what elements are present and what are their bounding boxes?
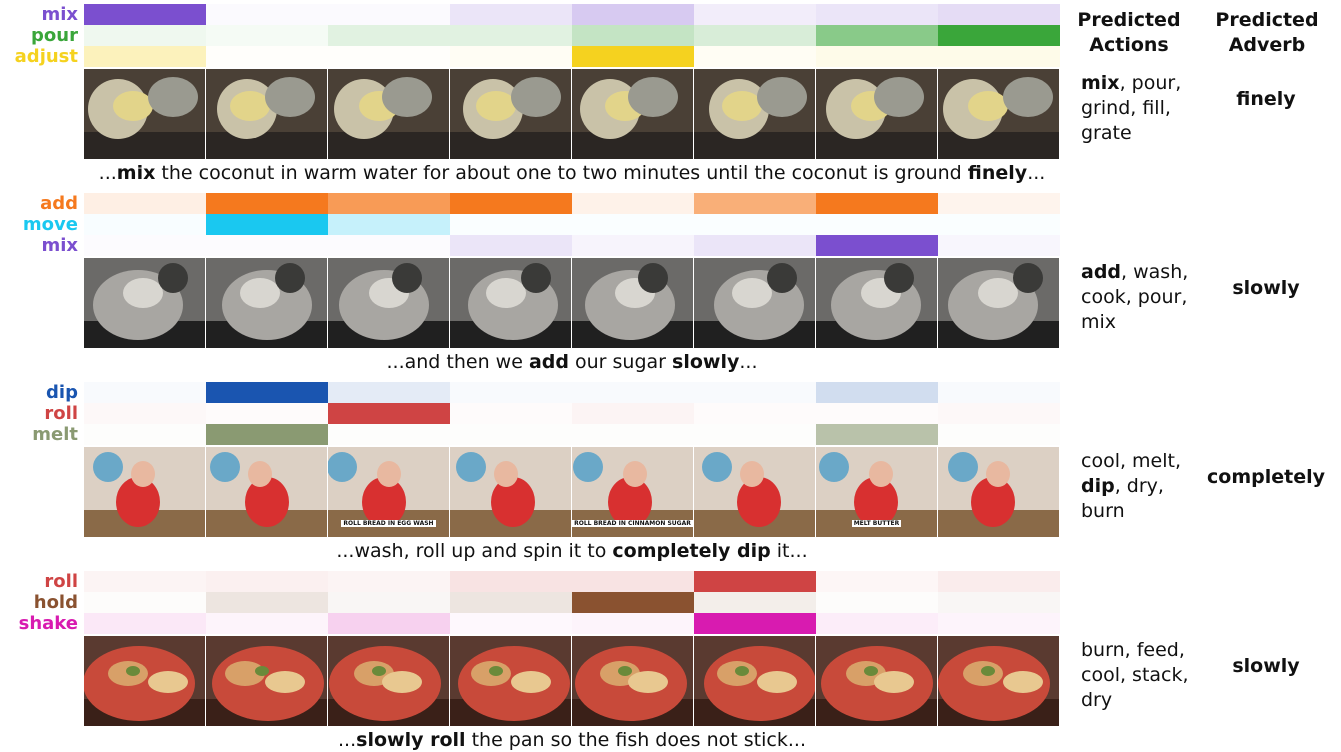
- attention-cell: [572, 193, 694, 214]
- frame-object: [275, 263, 305, 293]
- attention-cell: [450, 4, 572, 25]
- predicted-action-text: , wash, cook, pour, mix: [1081, 261, 1189, 333]
- predicted-action-text: cool, melt,: [1081, 450, 1182, 472]
- attention-cell: [206, 613, 328, 634]
- video-frame: [938, 447, 1059, 537]
- attention-cell: [450, 592, 572, 613]
- attention-cell: [206, 235, 328, 256]
- attention-cell: [938, 25, 1060, 46]
- attention-cell: [572, 382, 694, 403]
- video-frame: [328, 447, 449, 537]
- frame-overlay-text: ROLL BREAD IN EGG WASH: [343, 520, 434, 527]
- attention-cell: [206, 382, 328, 403]
- attention-cell: [572, 4, 694, 25]
- attention-cell: [572, 571, 694, 592]
- action-label: roll: [44, 403, 78, 424]
- frame-object: [123, 278, 163, 308]
- frame-object: [869, 461, 893, 487]
- attention-cell: [938, 214, 1060, 235]
- caption-text: ...: [787, 729, 806, 751]
- frame-object: [131, 461, 155, 487]
- attention-cell: [938, 592, 1060, 613]
- frame-surface: [328, 132, 449, 159]
- header-line: Predicted: [1215, 9, 1319, 31]
- frame-object: [732, 278, 772, 308]
- caption-text: the coconut in warm water for about one to two minutes until the coconut is ground: [155, 162, 968, 184]
- caption-highlight: slowly: [672, 351, 740, 373]
- frame-surface: [572, 132, 693, 159]
- caption-highlight: slowly roll: [356, 729, 466, 751]
- video-frame: [816, 69, 937, 159]
- attention-cell: [816, 193, 938, 214]
- video-frame: [328, 636, 449, 726]
- attention-cell: [84, 592, 206, 613]
- frame-object: [874, 77, 924, 117]
- video-frame: [206, 258, 327, 348]
- frame-surface: [938, 132, 1059, 159]
- attention-cell: [938, 424, 1060, 445]
- caption-text: ...: [739, 351, 758, 373]
- predicted-action-text: burn, feed, cool, stack, dry: [1081, 639, 1189, 711]
- narration-caption: [84, 161, 1060, 185]
- predicted-action-text: , pour, grind, fill, grate: [1081, 72, 1182, 144]
- attention-cell: [206, 403, 328, 424]
- attention-cell: [938, 235, 1060, 256]
- attention-cell: [450, 571, 572, 592]
- frame-object: [210, 452, 240, 482]
- attention-cell: [572, 235, 694, 256]
- caption-text: it: [770, 540, 790, 562]
- frame-surface: [816, 132, 937, 159]
- attention-cell: [572, 403, 694, 424]
- predicted-actions-list: [1081, 260, 1201, 335]
- video-frame: [816, 636, 937, 726]
- attention-cell: [816, 214, 938, 235]
- caption-text: ...: [789, 540, 808, 562]
- attention-cell: [938, 4, 1060, 25]
- action-label: adjust: [14, 46, 78, 67]
- video-frame: [84, 69, 205, 159]
- predicted-adverb: completely: [1207, 466, 1325, 488]
- attention-cell: [694, 592, 816, 613]
- attention-cell: [206, 4, 328, 25]
- frame-object: [148, 77, 198, 117]
- attention-cell: [328, 571, 450, 592]
- attention-cell: [816, 46, 938, 67]
- action-label: melt: [32, 424, 78, 445]
- frame-object: [93, 452, 123, 482]
- attention-cell: [450, 382, 572, 403]
- frame-surface: [694, 132, 815, 159]
- caption-text: the pan so the fish does not stick: [465, 729, 788, 751]
- predicted-action-text: , dry, burn: [1081, 475, 1164, 522]
- attention-cell: [938, 403, 1060, 424]
- action-label: dip: [46, 382, 78, 403]
- frame-object: [476, 91, 516, 121]
- narration-caption: [84, 350, 1060, 374]
- narration-caption: [84, 539, 1060, 563]
- video-frame: [938, 636, 1059, 726]
- predicted-action-correct: dip: [1081, 475, 1115, 497]
- video-frame: [328, 258, 449, 348]
- attention-cell: [694, 193, 816, 214]
- frame-object: [255, 666, 269, 676]
- attention-cell: [328, 592, 450, 613]
- frame-object: [735, 666, 749, 676]
- video-frame: [572, 258, 693, 348]
- frame-object: [494, 461, 518, 487]
- frame-object: [767, 263, 797, 293]
- caption-text: ...wash, roll up and spin it to: [336, 540, 613, 562]
- caption-text: ...: [98, 162, 117, 184]
- attention-cell: [694, 235, 816, 256]
- action-label: mix: [41, 4, 78, 25]
- attention-cell: [694, 613, 816, 634]
- predicted-action-correct: add: [1081, 261, 1122, 283]
- attention-cell: [206, 214, 328, 235]
- video-frame: [694, 636, 815, 726]
- video-frame: [572, 447, 693, 537]
- predicted-adverb: slowly: [1232, 655, 1300, 677]
- frame-object: [740, 461, 764, 487]
- attention-cell: [84, 424, 206, 445]
- attention-cell: [450, 424, 572, 445]
- attention-cell: [450, 193, 572, 214]
- frame-object: [511, 671, 551, 693]
- frame-object: [489, 666, 503, 676]
- attention-cell: [694, 571, 816, 592]
- video-frame: [450, 69, 571, 159]
- attention-cell: [694, 382, 816, 403]
- frame-object: [1003, 77, 1053, 117]
- header-line: Actions: [1089, 34, 1169, 56]
- video-frame: [572, 636, 693, 726]
- attention-cell: [206, 571, 328, 592]
- frame-object: [392, 263, 422, 293]
- video-frame: [450, 258, 571, 348]
- frame-object: [968, 91, 1008, 121]
- attention-cell: [938, 613, 1060, 634]
- frame-object: [382, 77, 432, 117]
- attention-cell: [572, 613, 694, 634]
- frame-object: [1013, 263, 1043, 293]
- video-frame: [84, 447, 205, 537]
- attention-cell: [84, 25, 206, 46]
- attention-cell: [450, 25, 572, 46]
- video-frame: [84, 258, 205, 348]
- frame-object: [623, 461, 647, 487]
- action-label: roll: [44, 571, 78, 592]
- frame-object: [126, 666, 140, 676]
- frame-object: [1003, 671, 1043, 693]
- action-label: hold: [33, 592, 78, 613]
- video-frame: [572, 69, 693, 159]
- frame-object: [456, 452, 486, 482]
- predicted-adverb-header: [1205, 8, 1329, 58]
- predicted-action-correct: mix: [1081, 72, 1120, 94]
- frame-object: [328, 452, 357, 482]
- attention-cell: [938, 46, 1060, 67]
- attention-cell: [694, 424, 816, 445]
- attention-cell: [84, 382, 206, 403]
- attention-cell: [328, 193, 450, 214]
- frame-object: [521, 263, 551, 293]
- video-frame: [938, 69, 1059, 159]
- frame-object: [265, 77, 315, 117]
- attention-cell: [328, 4, 450, 25]
- attention-cell: [938, 382, 1060, 403]
- attention-cell: [816, 235, 938, 256]
- frame-object: [486, 278, 526, 308]
- action-label: add: [40, 193, 78, 214]
- video-frame: [328, 69, 449, 159]
- frame-object: [618, 666, 632, 676]
- predicted-actions-header: [1068, 8, 1190, 58]
- frame-object: [978, 278, 1018, 308]
- frame-object: [230, 91, 270, 121]
- action-label: move: [22, 214, 78, 235]
- frame-object: [248, 461, 272, 487]
- attention-cell: [206, 46, 328, 67]
- action-label: mix: [41, 235, 78, 256]
- attention-cell: [450, 235, 572, 256]
- caption-text: ...and then we: [386, 351, 529, 373]
- attention-cell: [572, 592, 694, 613]
- caption-highlight: add: [528, 351, 569, 373]
- attention-cell: [450, 46, 572, 67]
- attention-cell: [206, 424, 328, 445]
- attention-cell: [694, 214, 816, 235]
- attention-cell: [206, 193, 328, 214]
- attention-cell: [328, 235, 450, 256]
- frame-surface: [84, 132, 205, 159]
- video-frame: [450, 636, 571, 726]
- video-frame: [694, 447, 815, 537]
- attention-cell: [694, 46, 816, 67]
- attention-cell: [328, 25, 450, 46]
- attention-cell: [328, 214, 450, 235]
- caption-highlight: mix: [116, 162, 156, 184]
- attention-cell: [84, 613, 206, 634]
- frame-object: [874, 671, 914, 693]
- attention-cell: [816, 571, 938, 592]
- frame-object: [722, 91, 762, 121]
- frame-object: [240, 278, 280, 308]
- attention-cell: [694, 25, 816, 46]
- frame-object: [864, 666, 878, 676]
- caption-highlight: completely dip: [612, 540, 771, 562]
- attention-cell: [206, 592, 328, 613]
- attention-cell: [572, 424, 694, 445]
- attention-cell: [938, 571, 1060, 592]
- caption-text: ...: [338, 729, 357, 751]
- frame-object: [948, 452, 978, 482]
- video-frame: [206, 69, 327, 159]
- frame-object: [382, 671, 422, 693]
- header-line: Adverb: [1228, 34, 1306, 56]
- attention-cell: [816, 613, 938, 634]
- frame-surface: [206, 132, 327, 159]
- attention-cell: [84, 193, 206, 214]
- attention-cell: [816, 424, 938, 445]
- frame-overlay-text: MELT BUTTER: [853, 520, 900, 527]
- video-frame: [694, 69, 815, 159]
- attention-cell: [84, 235, 206, 256]
- frame-object: [265, 671, 305, 693]
- video-frame: [206, 636, 327, 726]
- caption-highlight: finely: [967, 162, 1028, 184]
- attention-cell: [84, 4, 206, 25]
- action-label: pour: [31, 25, 78, 46]
- predicted-adverb: slowly: [1232, 277, 1300, 299]
- frame-object: [757, 671, 797, 693]
- predicted-actions-list: [1081, 449, 1201, 524]
- frame-object: [986, 461, 1010, 487]
- attention-cell: [328, 613, 450, 634]
- attention-cell: [206, 25, 328, 46]
- frame-object: [757, 77, 807, 117]
- attention-cell: [450, 214, 572, 235]
- attention-cell: [84, 403, 206, 424]
- frame-object: [628, 671, 668, 693]
- frame-overlay-text: ROLL BREAD IN CINNAMON SUGAR: [574, 520, 691, 527]
- attention-cell: [572, 25, 694, 46]
- attention-cell: [328, 46, 450, 67]
- predicted-actions-list: [1081, 71, 1201, 146]
- video-frame: [816, 447, 937, 537]
- predicted-adverb: finely: [1236, 88, 1296, 110]
- frame-object: [638, 263, 668, 293]
- attention-cell: [938, 193, 1060, 214]
- attention-cell: [816, 4, 938, 25]
- attention-cell: [328, 424, 450, 445]
- video-frame: [816, 258, 937, 348]
- video-frame: [450, 447, 571, 537]
- frame-object: [372, 666, 386, 676]
- frame-object: [158, 263, 188, 293]
- attention-cell: [328, 382, 450, 403]
- frame-surface: [450, 132, 571, 159]
- attention-cell: [84, 571, 206, 592]
- frame-object: [819, 452, 849, 482]
- narration-caption: [84, 728, 1060, 752]
- predicted-actions-list: [1081, 638, 1201, 713]
- caption-text: ...: [1027, 162, 1046, 184]
- attention-cell: [328, 403, 450, 424]
- attention-cell: [694, 4, 816, 25]
- attention-cell: [694, 403, 816, 424]
- video-frame: [206, 447, 327, 537]
- attention-cell: [816, 382, 938, 403]
- frame-object: [148, 671, 188, 693]
- frame-object: [884, 263, 914, 293]
- attention-cell: [450, 403, 572, 424]
- attention-cell: [572, 214, 694, 235]
- caption-text: our sugar: [568, 351, 673, 373]
- video-frame: [938, 258, 1059, 348]
- attention-cell: [572, 46, 694, 67]
- frame-object: [573, 452, 603, 482]
- attention-cell: [84, 46, 206, 67]
- video-frame: [84, 636, 205, 726]
- frame-object: [377, 461, 401, 487]
- attention-cell: [816, 25, 938, 46]
- video-frame: [694, 258, 815, 348]
- frame-object: [981, 666, 995, 676]
- attention-cell: [450, 613, 572, 634]
- attention-cell: [816, 403, 938, 424]
- frame-object: [113, 91, 153, 121]
- attention-cell: [84, 214, 206, 235]
- frame-object: [628, 77, 678, 117]
- frame-object: [511, 77, 561, 117]
- frame-object: [702, 452, 732, 482]
- attention-cell: [816, 592, 938, 613]
- action-label: shake: [18, 613, 78, 634]
- header-line: Predicted: [1077, 9, 1181, 31]
